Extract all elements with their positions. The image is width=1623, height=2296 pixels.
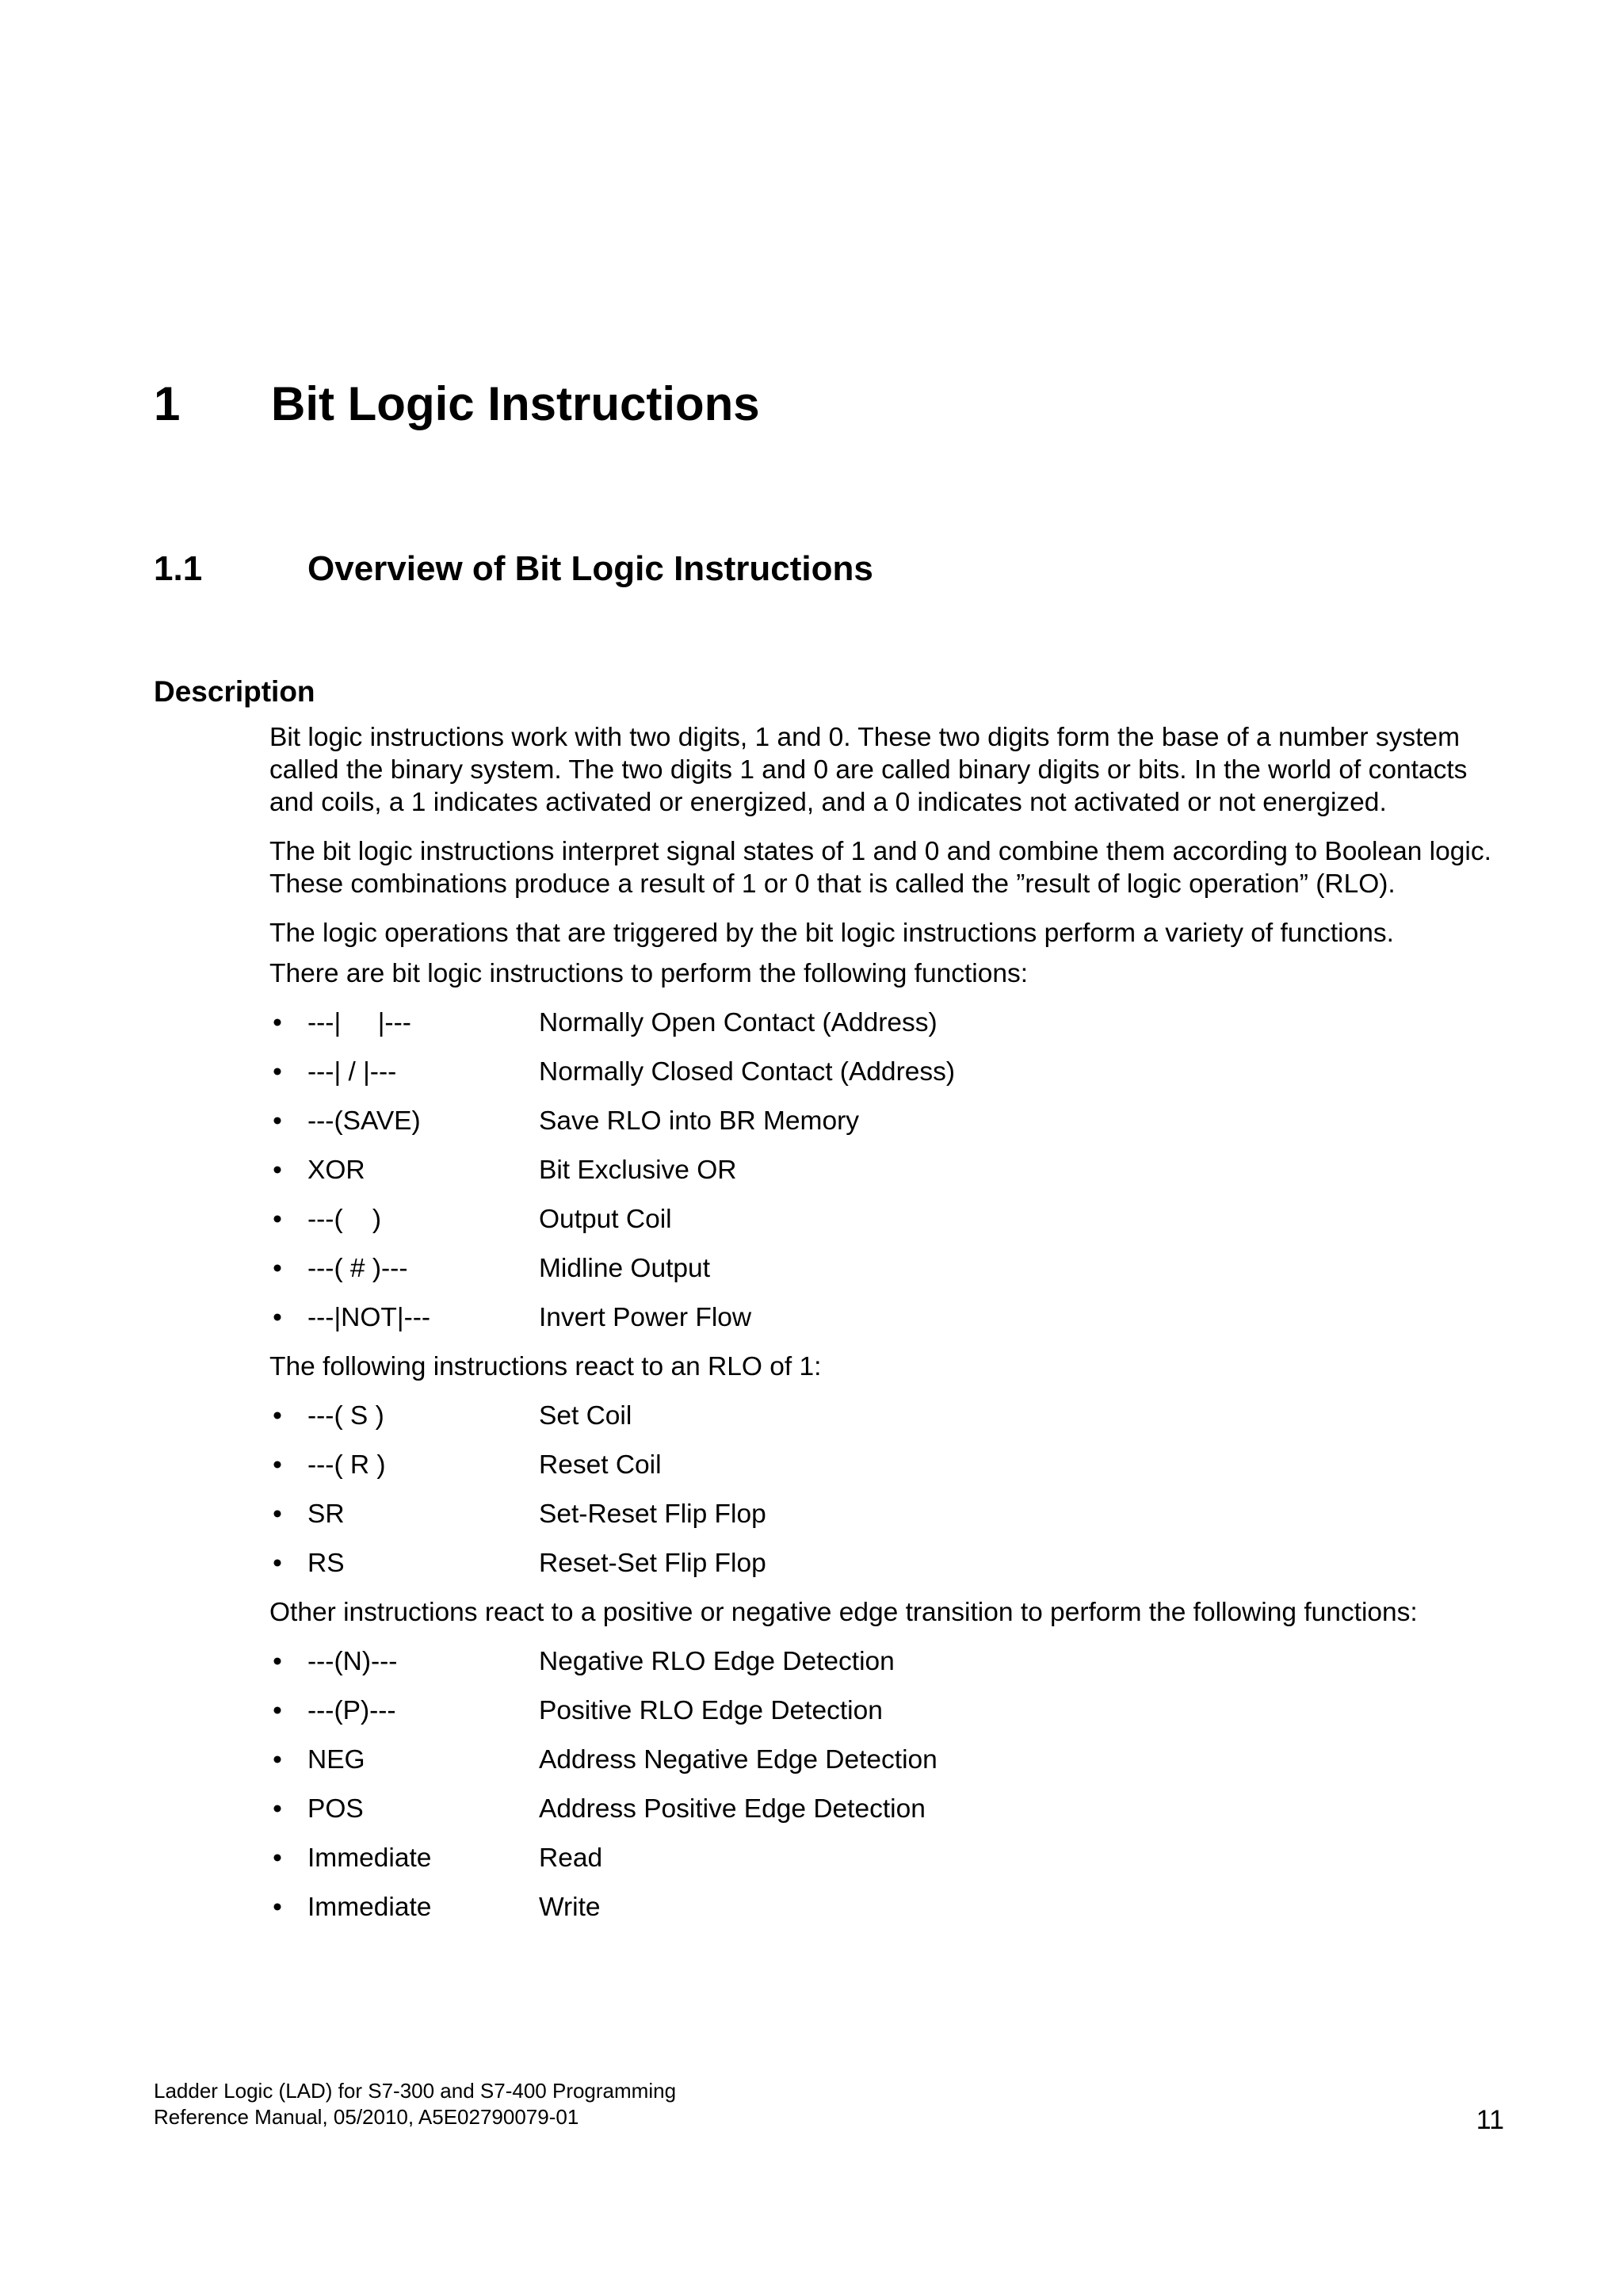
- bullet-icon: •: [273, 1745, 282, 1775]
- footer-line: Ladder Logic (LAD) for S7-300 and S7-400 Programming: [154, 2079, 677, 2103]
- list-item: [269, 1195, 1506, 1244]
- instruction-name: Normally Open Contact (Address): [539, 1008, 938, 1037]
- instruction-symbol: ---( R ): [307, 1450, 386, 1480]
- instruction-symbol: ---(P)---: [307, 1696, 396, 1725]
- instruction-name: Reset-Set Flip Flop: [539, 1549, 766, 1578]
- instruction-name: Address Negative Edge Detection: [539, 1745, 938, 1775]
- instruction-symbol: ---( # )---: [307, 1254, 408, 1283]
- group-intro: There are bit logic instructions to perform the following functions:: [269, 959, 1029, 988]
- description-heading: Description: [154, 675, 315, 708]
- chapter-number: 1: [154, 377, 181, 430]
- bullet-icon: •: [273, 1008, 282, 1037]
- page-number: 11: [1476, 2105, 1504, 2135]
- list-item: [269, 1834, 1506, 1883]
- group-intro: Other instructions react to a positive or negative edge transition to perform the following functions:: [269, 1598, 1418, 1627]
- bullet-icon: •: [273, 1205, 282, 1234]
- bullet-icon: •: [273, 1893, 282, 1922]
- list-item: [269, 1883, 1506, 1932]
- footer-line: Reference Manual, 05/2010, A5E02790079-01: [154, 2105, 579, 2129]
- instruction-symbol: ---( ): [307, 1205, 382, 1234]
- instruction-list: [269, 1637, 1506, 1932]
- instruction-name: Negative RLO Edge Detection: [539, 1647, 895, 1676]
- bullet-icon: •: [273, 1794, 282, 1824]
- footer: [154, 2078, 676, 2130]
- instruction-name: Save RLO into BR Memory: [539, 1106, 859, 1136]
- list-item: [269, 1097, 1506, 1146]
- bullet-icon: •: [273, 1106, 282, 1136]
- instruction-symbol: ---( S ): [307, 1401, 384, 1431]
- list-item: [269, 1244, 1506, 1293]
- instruction-symbol: ---| / |---: [307, 1057, 397, 1087]
- instruction-name: Set Coil: [539, 1401, 632, 1431]
- bullet-icon: •: [273, 1647, 282, 1676]
- instruction-name: Address Positive Edge Detection: [539, 1794, 926, 1824]
- instruction-name: Bit Exclusive OR: [539, 1156, 737, 1185]
- list-item: [269, 1785, 1506, 1834]
- instruction-symbol: ---(SAVE): [307, 1106, 421, 1136]
- instruction-name: Set-Reset Flip Flop: [539, 1499, 766, 1529]
- instruction-name: Read: [539, 1843, 603, 1873]
- instruction-name: Midline Output: [539, 1254, 710, 1283]
- instruction-name: Write: [539, 1893, 601, 1922]
- instruction-symbol: ---|NOT|---: [307, 1303, 431, 1332]
- chapter-title: Bit Logic Instructions: [271, 377, 760, 430]
- list-item: [269, 1539, 1506, 1588]
- bullet-icon: •: [273, 1843, 282, 1873]
- bullet-icon: •: [273, 1303, 282, 1332]
- list-item: [269, 1490, 1506, 1539]
- list-item: [269, 1146, 1506, 1195]
- instruction-symbol: ---(N)---: [307, 1647, 398, 1676]
- bullet-icon: •: [273, 1450, 282, 1480]
- chapter-heading: [154, 372, 760, 436]
- group-intro: The following instructions react to an RLO of 1:: [269, 1352, 822, 1381]
- paragraph: The logic operations that are triggered by the bit logic instructions perform a variety of functions.: [269, 919, 1394, 948]
- list-item: [269, 1048, 1506, 1097]
- bullet-icon: •: [273, 1254, 282, 1283]
- section-heading: [154, 545, 873, 593]
- instruction-name: Positive RLO Edge Detection: [539, 1696, 883, 1725]
- instruction-name: Invert Power Flow: [539, 1303, 752, 1332]
- paragraph: Bit logic instructions work with two digits, 1 and 0. These two digits form the base of a number system called the binary system. The two digits 1 and 0 are called binary digits or bits. In the world of contacts and coils, a 1 indicates activated or energized, and a 0 indicates not activated or not energized.: [269, 723, 1468, 817]
- bullet-icon: •: [273, 1499, 282, 1529]
- list-item: [269, 1392, 1506, 1441]
- list-item: [269, 1736, 1506, 1785]
- list-item: [269, 1637, 1506, 1687]
- instruction-symbol: XOR: [307, 1156, 365, 1185]
- instruction-name: Reset Coil: [539, 1450, 662, 1480]
- body-content: [269, 721, 1506, 1932]
- instruction-symbol: ---| |---: [307, 1008, 411, 1037]
- instruction-symbol: RS: [307, 1549, 345, 1578]
- instruction-name: Output Coil: [539, 1205, 672, 1234]
- bullet-icon: •: [273, 1549, 282, 1578]
- instruction-name: Normally Closed Contact (Address): [539, 1057, 956, 1087]
- list-item: [269, 1441, 1506, 1490]
- instruction-symbol: POS: [307, 1794, 364, 1824]
- bullet-icon: •: [273, 1401, 282, 1431]
- list-item: [269, 1293, 1506, 1343]
- list-item: [269, 1687, 1506, 1736]
- list-item: [269, 999, 1506, 1048]
- section-title: Overview of Bit Logic Instructions: [307, 549, 873, 588]
- bullet-icon: •: [273, 1156, 282, 1185]
- bullet-icon: •: [273, 1057, 282, 1087]
- instruction-symbol: Immediate: [307, 1843, 432, 1873]
- instruction-symbol: Immediate: [307, 1893, 432, 1922]
- instruction-list: [269, 999, 1506, 1343]
- bullet-icon: •: [273, 1696, 282, 1725]
- instruction-symbol: SR: [307, 1499, 345, 1529]
- section-number: 1.1: [154, 549, 203, 588]
- paragraph: The bit logic instructions interpret signal states of 1 and 0 and combine them according to Boolean logic. These combinations produce a result of 1 or 0 that is called the ”result of logic operation” (RLO).: [269, 837, 1491, 899]
- instruction-list: [269, 1392, 1506, 1588]
- instruction-symbol: NEG: [307, 1745, 365, 1775]
